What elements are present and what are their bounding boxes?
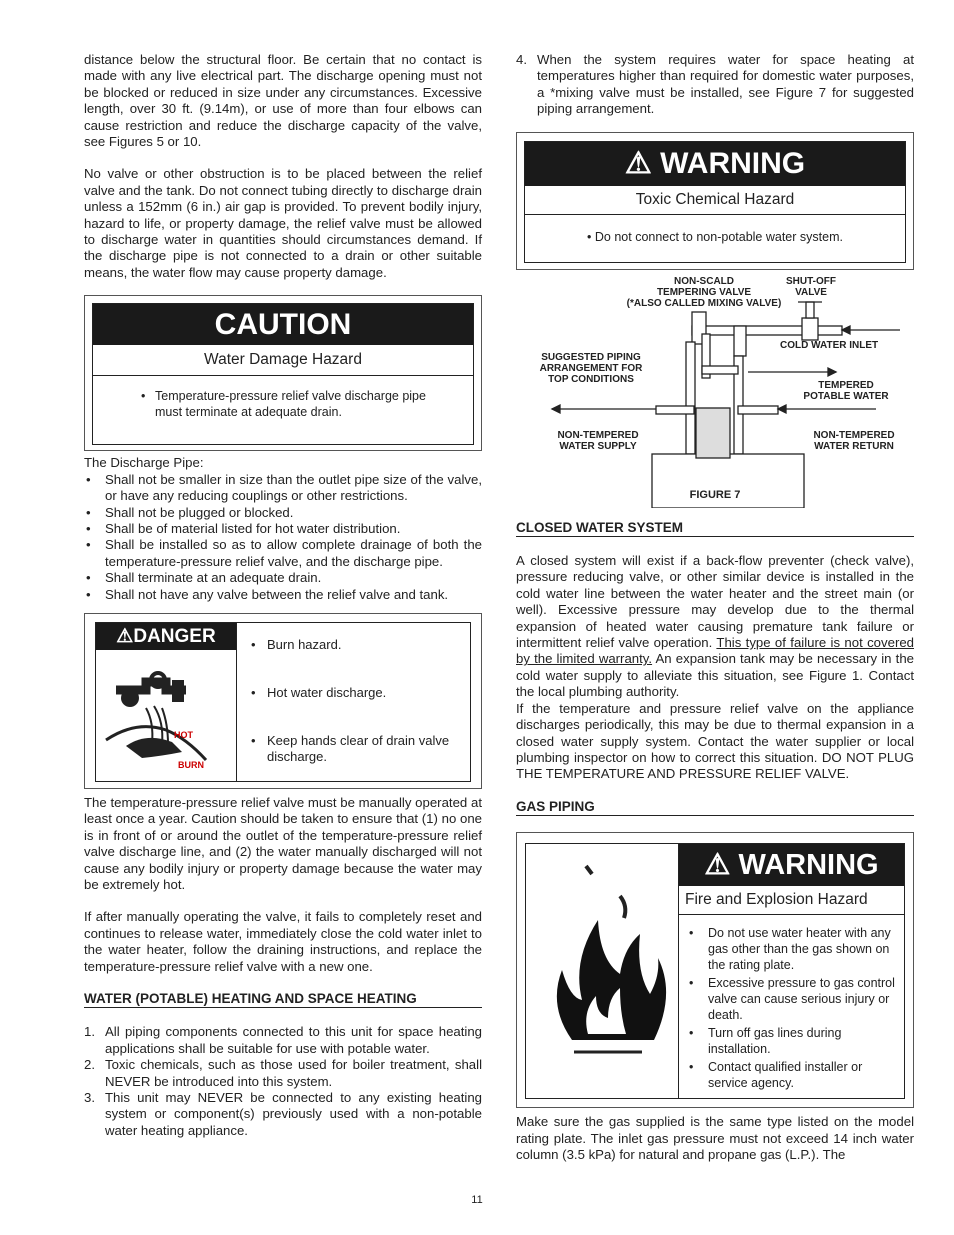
list-item: • Shall not be plugged or blocked.	[84, 505, 482, 521]
danger-item: • Keep hands clear of drain valve discharge.	[251, 732, 450, 764]
caution-box	[84, 295, 482, 451]
numbered-list	[84, 1024, 482, 1139]
list-item: • Shall terminate at an adequate drain.	[84, 570, 482, 586]
warning-triangle-icon: ⚠	[704, 849, 731, 882]
danger-item: • Burn hazard.	[251, 636, 342, 652]
warning-banner: ⚠ WARNING	[525, 142, 905, 186]
list-item: • Excessive pressure to gas control valve can cause serious injury or death.	[687, 975, 896, 1023]
list-item: • Shall not have any valve between the relief valve and tank.	[84, 587, 482, 603]
caution-subtitle: Water Damage Hazard	[93, 345, 473, 376]
discharge-intro: The Discharge Pipe:	[84, 455, 204, 471]
list-item: • Shall be installed so as to allow complete drainage of both the temperature-pressure relief valve, and the discharge pipe.	[84, 537, 482, 570]
label-tempered-potable: TEMPERED POTABLE WATER	[803, 379, 889, 402]
list-item: 3. This unit may NEVER be connected to any existing heating system or component(s) previously used with a non-potable water heating appliance.	[84, 1090, 482, 1138]
burn-label: BURN	[178, 759, 204, 770]
label-non-tempered-return: NON-TEMPERED WATER RETURN	[813, 429, 895, 452]
page-number: 11	[471, 1194, 483, 1206]
list-item: 4. When the system requires water for space heating at temperatures higher than required for domestic water purposes, a *mixing valve must be installed, see Figure 7 for suggested piping arrangement.	[516, 52, 914, 117]
section-heading-closed-water: CLOSED WATER SYSTEM	[516, 520, 914, 537]
danger-items	[237, 623, 470, 781]
relief-valve-paragraph: If the temperature and pressure relief valve on the appliance discharges periodically, this may be due to thermal expansion in a closed water supply system. Contact the water supplier or local plumbing inspector on how to correct this situation. DO NOT PLUG THE TEMPERATURE AND PRESSURE RELIEF VALVE.	[516, 700, 914, 782]
warning-triangle-icon: ⚠	[624, 146, 652, 180]
list-item: 1. All piping components connected to this unit for space heating applications shall be suitable for use with potable water.	[84, 1024, 482, 1056]
list-item: • Shall not be smaller in size than the outlet pipe size of the valve, or have any reducing couplings or other restrictions.	[84, 472, 482, 505]
fire-panel	[526, 844, 679, 1098]
figure-7	[516, 276, 914, 508]
warning-triangle-icon: ⚠	[116, 625, 134, 647]
danger-item: • Hot water discharge.	[251, 684, 387, 700]
section-heading-water-heating: WATER (POTABLE) HEATING AND SPACE HEATING	[84, 991, 482, 1008]
burn-hazard-icon	[96, 650, 236, 778]
warning-item: • Do not connect to non-potable water system.	[587, 229, 843, 244]
list-item: • Do not use water heater with any gas other than the gas shown on the rating plate.	[687, 925, 896, 973]
left-paragraph-3: The temperature-pressure relief valve must be manually operated at least once a year. Caution should be taken to ensure that (1) no one is in front of or around the outlet of the temperature-pressure relief valve discharge line, and (2) the water manually discharged will not cause any bodily injury or property damage because the water may be extremely hot.	[84, 794, 482, 892]
label-non-tempered-supply: NON-TEMPERED WATER SUPPLY	[557, 429, 639, 452]
fire-warning-list	[679, 915, 904, 1091]
warning-subtitle: Toxic Chemical Hazard	[525, 186, 905, 215]
fire-icon	[526, 844, 678, 1096]
list-item: • Contact qualified installer or service agency.	[687, 1059, 896, 1091]
left-column	[84, 52, 482, 1139]
left-paragraph-2: No valve or other obstruction is to be placed between the relief valve and the tank. Do not connect tubing directly to discharge drain unless a 152mm (6 in.) air gap is provided. To prevent bodily injury, hazard to life, or property damage, the relief valve must be allowed to discharge water in quantities should circumstances demand. If the discharge pipe is not connected to a drain or other suitable means, the water flow may cause property damage.	[84, 166, 482, 280]
warning-toxic-box	[516, 132, 914, 270]
section-heading-gas-piping: GAS PIPING	[516, 799, 914, 816]
danger-banner: ⚠DANGER	[96, 623, 236, 650]
label-cold-water-inlet: COLD WATER INLET	[780, 339, 879, 351]
right-column	[516, 52, 914, 1179]
warning-subtitle: Fire and Explosion Hazard	[679, 886, 904, 915]
label-suggested-piping: SUGGESTED PIPING ARRANGEMENT FOR TOP CONDITIONS	[539, 351, 643, 385]
danger-box	[84, 613, 482, 789]
hot-label: HOT	[174, 729, 193, 740]
left-paragraph-4: If after manually operating the valve, it fails to completely reset and continues to release water, immediately close the cold water inlet to the water heater, follow the draining instructions, and replace the temperature-pressure relief valve with a new one.	[84, 909, 482, 974]
left-paragraph-1: distance below the structural floor. Be certain that no contact is made with any live electrical part. The discharge opening must not be blocked or reduced in size under any circumstances. Excessive length, over 30 ft. (9.14m), or use of more than four elbows can cause restriction and reduce the discharge capacity of the valve, see Figures 5 or 10.	[84, 52, 482, 150]
figure-caption: FIGURE 7	[689, 488, 741, 501]
label-shutoff-valve: SHUT-OFF VALVE	[786, 275, 836, 298]
list-item: • Shall be of material listed for hot water distribution.	[84, 521, 482, 537]
numbered-list-continued	[516, 52, 914, 118]
caution-banner: CAUTION	[93, 304, 473, 345]
warning-banner: ⚠ WARNING	[679, 844, 904, 886]
fire-warning-content	[679, 844, 904, 1098]
list-item: 2. Toxic chemicals, such as those used for boiler treatment, shall NEVER be introduced into this system.	[84, 1057, 482, 1089]
warning-fire-box	[516, 832, 914, 1108]
gas-paragraph: Make sure the gas supplied is the same type listed on the model rating plate. The inlet gas pressure must not exceed 14 inch water column (3.5 kPa) for natural and propane gas (L.P.). The	[516, 1114, 914, 1162]
list-item: • Turn off gas lines during installation.	[687, 1025, 896, 1057]
danger-left-panel	[96, 623, 237, 781]
discharge-list	[84, 472, 482, 603]
label-non-scald-valve: NON-SCALD TEMPERING VALVE (*ALSO CALLED MIXING VALVE)	[626, 275, 782, 309]
caution-item: • Temperature-pressure relief valve discharge pipe must terminate at adequate drain.	[141, 389, 426, 420]
closed-system-paragraph: A closed system will exist if a back-flow preventer (check valve), pressure reducing valve, or other similar device is installed in the cold water line between the water heater and the street main (or well). Excessive pressure may develop due to the thermal expansion of heated water causing premature tank failure or intermittent relief valve operation. This type of failure is not covered by the limited warranty. An expansion tank may be necessary in the cold water supply to alleviate this situation, see Figure 1. Contact the local plumbing authority.	[516, 553, 915, 700]
